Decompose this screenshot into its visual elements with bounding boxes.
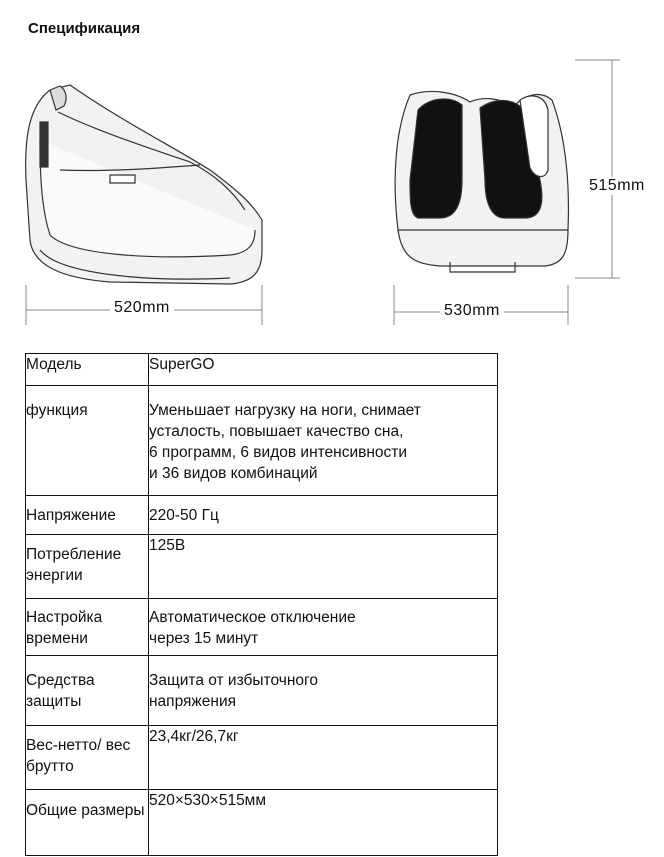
spec-label: Общие размеры: [26, 790, 149, 856]
spec-value: Защита от избыточного напряжения: [149, 656, 498, 726]
table-row: [26, 656, 498, 726]
specification-table: [25, 353, 498, 856]
table-row: [26, 354, 498, 386]
depth-dimension-label: 530mm: [440, 302, 504, 320]
spec-value: Уменьшает нагрузку на ноги, снимает усталость, повышает качество сна, 6 программ, 6 видов интенсивности и 36 видов комбинаций: [149, 386, 498, 496]
spec-label: Вес-нетто/ вес брутто: [26, 726, 149, 790]
spec-label: Настройка времени: [26, 599, 149, 656]
spec-label: Потребление энергии: [26, 535, 149, 599]
front-view-illustration: [395, 91, 568, 272]
spec-label: Средства защиты: [26, 656, 149, 726]
height-dimension-label: 515mm: [585, 177, 649, 195]
page-title: Спецификация: [28, 20, 141, 37]
spec-value: Автоматическое отключение через 15 минут: [149, 599, 498, 656]
table-row: [26, 386, 498, 496]
spec-label: Модель: [26, 354, 149, 386]
table-row: [26, 535, 498, 599]
table-row: [26, 599, 498, 656]
spec-value: 23,4кг/26,7кг: [149, 726, 498, 790]
spec-label: функция: [26, 386, 149, 496]
table-row: [26, 790, 498, 856]
width-dimension-label: 520mm: [110, 299, 174, 317]
spec-value: SuperGO: [149, 354, 498, 386]
spec-value: 220-50 Гц: [149, 496, 498, 535]
product-illustration: [0, 50, 664, 340]
table-row: [26, 726, 498, 790]
table-row: [26, 496, 498, 535]
spec-label: Напряжение: [26, 496, 149, 535]
side-view-illustration: [26, 85, 262, 284]
spec-value: 520×530×515мм: [149, 790, 498, 856]
product-dimension-figure: [0, 50, 664, 340]
spec-value: 125В: [149, 535, 498, 599]
